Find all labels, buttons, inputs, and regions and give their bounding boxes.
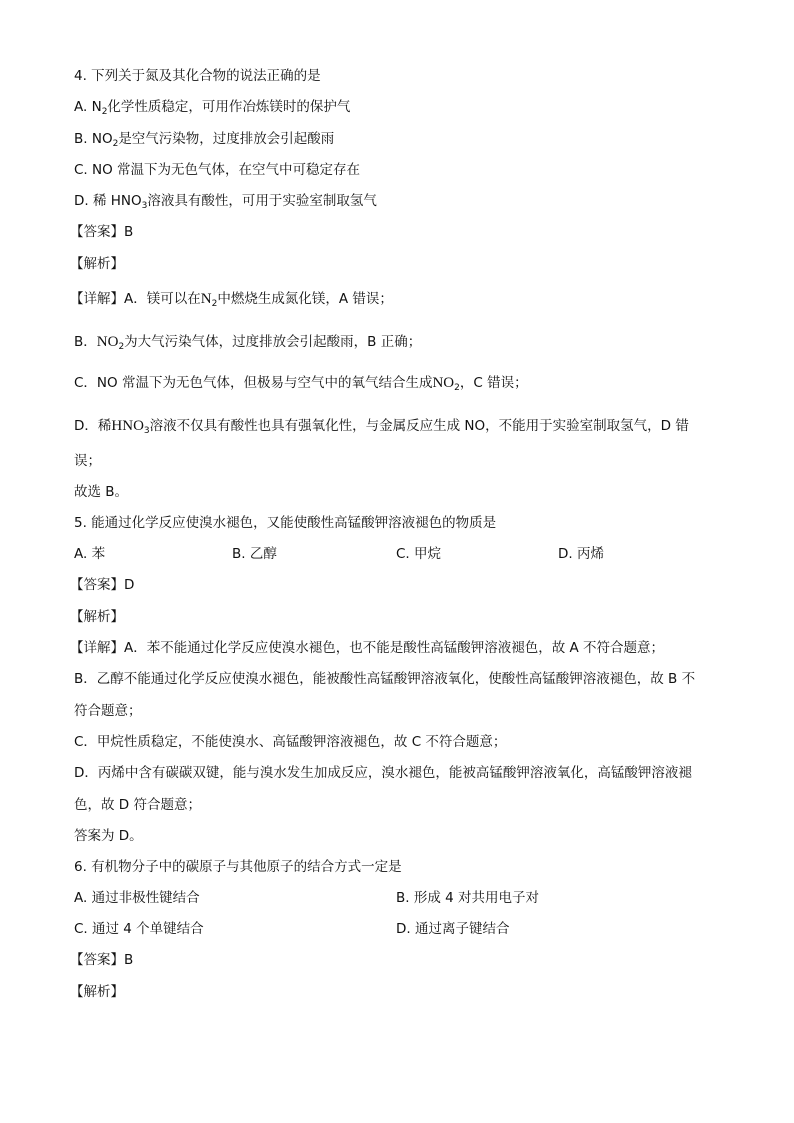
q5-detail-d-line1: D．丙烯中含有碳碳双键，能与溴水发生加成反应，溴水褪色，能被高锰酸钾溶液氧化，高锰酸钾溶液褪	[74, 765, 692, 781]
q5-option-c: C. 甲烷	[396, 546, 442, 562]
q4-option-c: C. NO 常温下为无色气体，在空气中可稳定存在	[74, 162, 361, 178]
q4-analysis-heading: 【解析】	[70, 256, 124, 272]
q5-option-a: A. 苯	[74, 546, 106, 562]
q5-answer: 【答案】D	[70, 577, 135, 593]
q6-analysis-heading: 【解析】	[70, 984, 124, 1000]
q4-option-b: B. $NO_2$是空气污染物，过度排放会引起酸雨	[74, 131, 335, 149]
q5-stem: 5. 能通过化学反应使溴水褪色，又能使酸性高锰酸钾溶液褪色的物质是	[74, 515, 497, 531]
q5-option-d: D. 丙烯	[558, 546, 604, 562]
q5-detail-d-line2: 色，故 D 符合题意；	[74, 797, 201, 813]
q5-detail-b-line1: B．乙醇不能通过化学反应使溴水褪色，能被酸性高锰酸钾溶液氧化，使酸性高锰酸钾溶液褪色，故 B 不	[74, 671, 696, 687]
q4-detail-b: B．$NO_2$为大气污染气体，过度排放会引起酸雨，B 正确；	[74, 334, 422, 352]
q5-detail-a: 【详解】A．苯不能通过化学反应使溴水褪色，也不能是酸性高锰酸钾溶液褪色，故 A 不符合题意；	[70, 640, 665, 656]
q5-option-b: B. 乙醇	[232, 546, 277, 562]
q6-option-a: A. 通过非极性键结合	[74, 890, 200, 906]
q4-conclusion: 故选 B。	[74, 484, 129, 500]
q4-detail-d-line2: 误；	[74, 453, 101, 469]
q5-analysis-heading: 【解析】	[70, 609, 124, 625]
q6-option-b: B. 形成 4 对共用电子对	[396, 890, 540, 906]
q4-answer: 【答案】B	[70, 224, 134, 240]
q4-option-a: A. $N_2$化学性质稳定，可用作冶炼镁时的保护气	[74, 99, 351, 117]
q6-option-c: C. 通过 4 个单键结合	[74, 921, 204, 937]
q6-stem: 6. 有机物分子中的碳原子与其他原子的结合方式一定是	[74, 859, 402, 875]
q5-conclusion: 答案为 D。	[74, 828, 143, 844]
q6-answer: 【答案】B	[70, 952, 134, 968]
q4-option-d: D. 稀 $HNO_3$溶液具有酸性，可用于实验室制取氢气	[74, 193, 377, 211]
q4-detail-d-line1: D．稀$HNO_3$溶液不仅具有酸性也具有强氧化性，与金属反应生成 NO，不能用于实验室制取氢气，D 错	[74, 418, 689, 436]
q5-detail-c: C．甲烷性质稳定，不能使溴水、高锰酸钾溶液褪色，故 C 不符合题意；	[74, 734, 507, 750]
q6-option-d: D. 通过离子键结合	[396, 921, 510, 937]
q5-detail-b-line2: 符合题意；	[74, 703, 142, 719]
q4-detail-a: 【详解】A．镁可以在$N_2$中燃烧生成氮化镁，A 错误；	[70, 291, 393, 309]
q4-detail-c: C．NO 常温下为无色气体，但极易与空气中的氧气结合生成$NO_2$，C 错误；	[74, 375, 528, 393]
q4-stem: 4. 下列关于氮及其化合物的说法正确的是	[74, 68, 321, 84]
